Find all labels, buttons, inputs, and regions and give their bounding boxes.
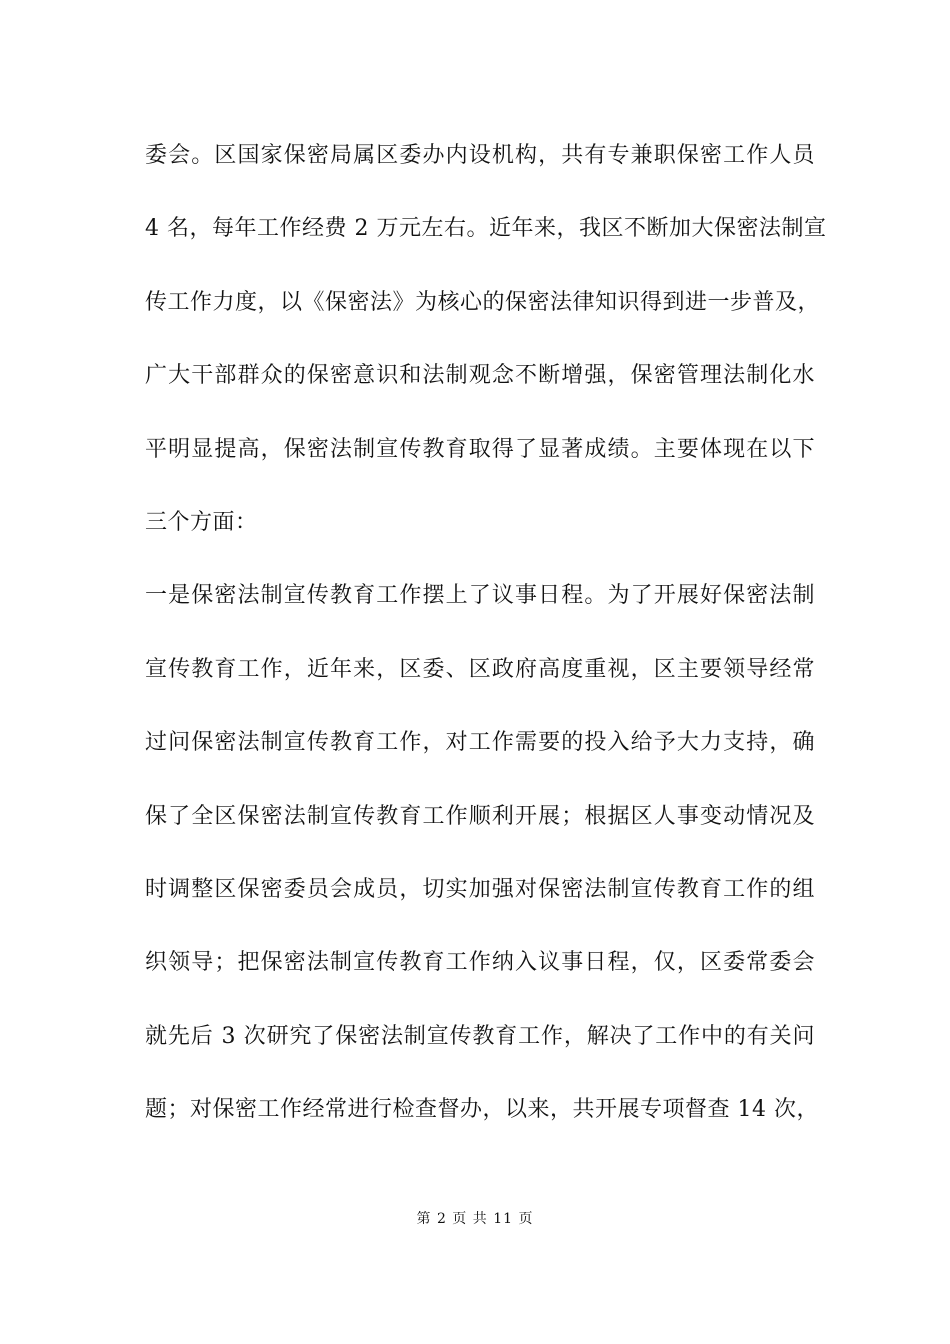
text-line: 平明显提高，保密法制宣传教育取得了显著成绩。主要体现在以下 — [145, 436, 815, 462]
text-line: 保了全区保密法制宣传教育工作顺利开展；根据区人事变动情况及 — [145, 803, 815, 829]
body-text — [145, 138, 827, 1165]
text-line: 题；对保密工作经常进行检查督办，以来，共开展专项督查 14 次， — [145, 1097, 819, 1123]
text-line: 三个方面： — [145, 509, 258, 535]
page-footer — [0, 1208, 950, 1228]
text-line: 4 名，每年工作经费 2 万元左右。近年来，我区不断加大保密法制宣 — [145, 216, 827, 242]
text-line: 传工作力度，以《保密法》为核心的保密法律知识得到进一步普及， — [145, 289, 821, 315]
text-line: 就先后 3 次研究了保密法制宣传教育工作，解决了工作中的有关问 — [145, 1023, 815, 1049]
text-line: 织领导；把保密法制宣传教育工作纳入议事日程，仅，区委常委会 — [145, 950, 815, 976]
text-line: 过问保密法制宣传教育工作，对工作需要的投入给予大力支持，确 — [145, 730, 815, 756]
text-line: 委会。区国家保密局属区委办内设机构，共有专兼职保密工作人员 — [145, 143, 815, 168]
text-line: 时调整区保密委员会成员，切实加强对保密法制宣传教育工作的组 — [145, 876, 815, 902]
text-line: 广大干部群众的保密意识和法制观念不断增强，保密管理法制化水 — [145, 363, 815, 389]
page-number-label: 第 2 页 共 11 页 — [416, 1211, 534, 1227]
text-line: 宣传教育工作，近年来，区委、区政府高度重视，区主要领导经常 — [145, 656, 815, 682]
text-line: 一是保密法制宣传教育工作摆上了议事日程。为了开展好保密法制 — [145, 583, 815, 609]
